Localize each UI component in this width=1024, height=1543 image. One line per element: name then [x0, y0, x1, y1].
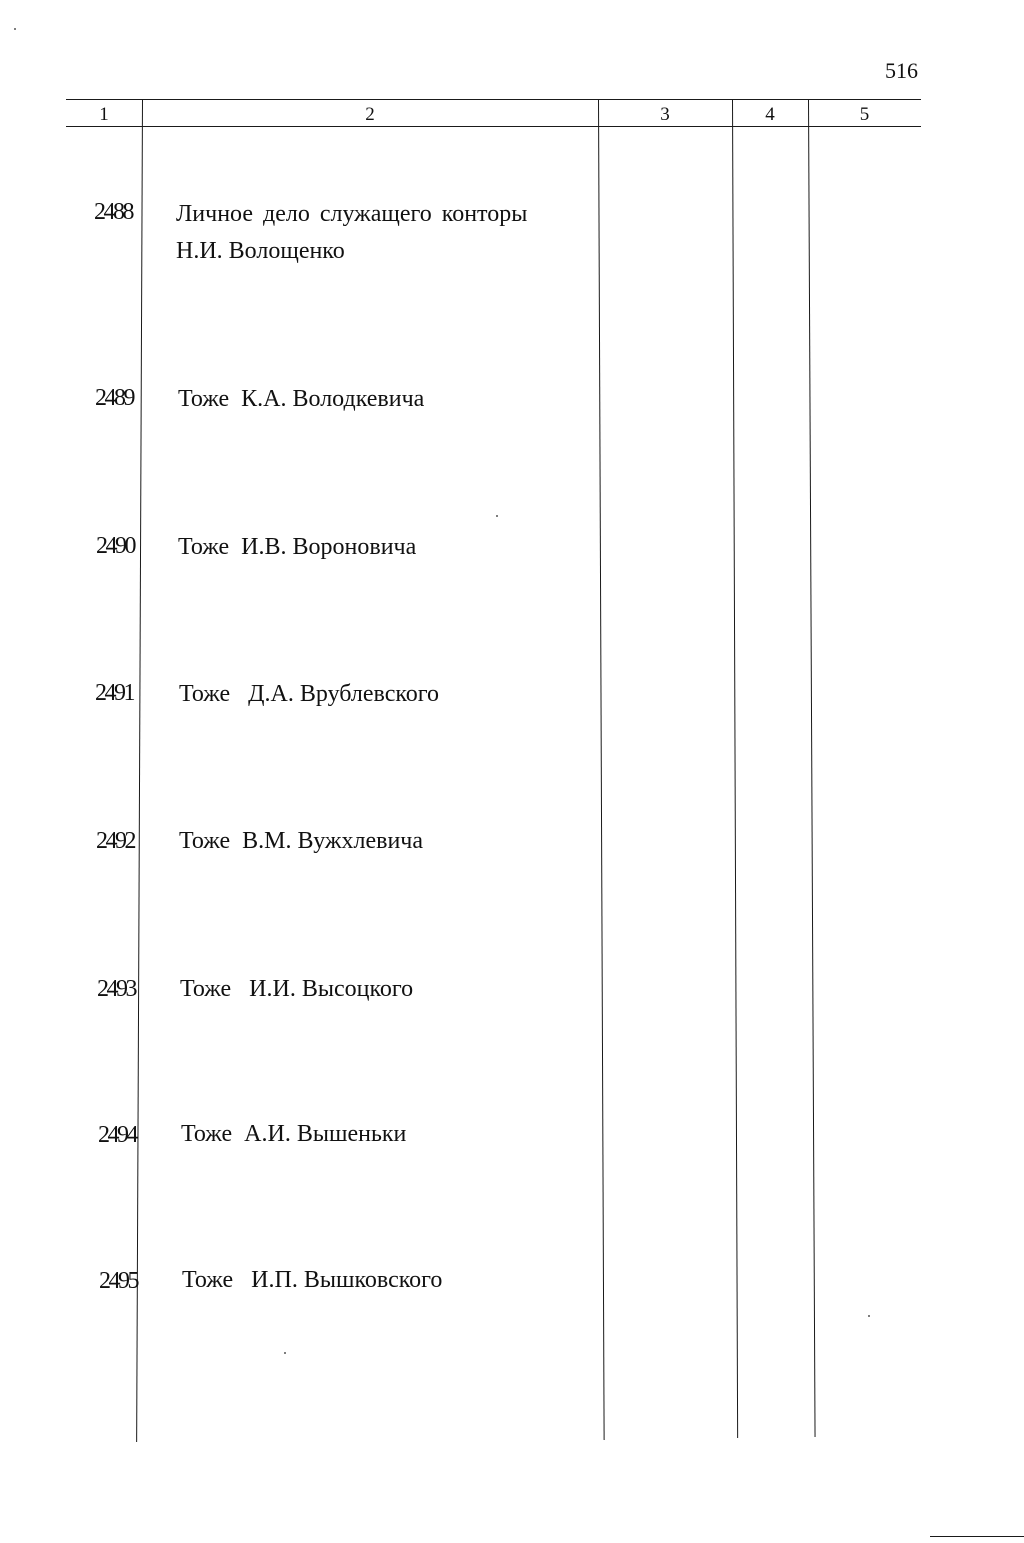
- column-header-5: 5: [859, 104, 870, 125]
- column-header-1: 1: [99, 104, 109, 125]
- row-description: Тоже И.В. Вороновича: [178, 534, 417, 560]
- row-description: Тоже Д.А. Врублевского: [179, 681, 440, 707]
- table-top-rule: [66, 99, 921, 100]
- page-number: 516: [885, 58, 918, 83]
- row-number: 2494: [98, 1122, 136, 1148]
- column-header-3: 3: [660, 104, 670, 125]
- row-description: Личное дело служащего конторы: [176, 201, 528, 227]
- row-description: Тоже И.П. Вышковского: [182, 1267, 443, 1293]
- column-header-2: 2: [365, 104, 375, 125]
- row-number: 2490: [96, 533, 134, 559]
- row-number: 2488: [94, 199, 132, 225]
- row-description: Тоже В.М. Вужхлевича: [179, 828, 424, 854]
- row-description: Тоже К.А. Володкевича: [178, 386, 425, 412]
- table-header-rule: [66, 126, 921, 127]
- column-divider-3: [732, 99, 738, 1438]
- column-header-4: 4: [765, 104, 775, 125]
- column-divider-2: [598, 99, 605, 1440]
- column-divider-1: [136, 99, 143, 1442]
- scan-speck: [868, 1315, 870, 1317]
- scan-edge-line: [930, 1536, 1024, 1537]
- row-description-continued: Н.И. Волощенко: [176, 238, 345, 264]
- row-number: 2489: [95, 385, 133, 411]
- row-description: Тоже И.И. Высоцкого: [180, 976, 414, 1002]
- scan-speck: [284, 1352, 286, 1354]
- scan-speck: [14, 28, 16, 30]
- column-divider-4: [808, 99, 816, 1437]
- row-number: 2493: [97, 976, 135, 1002]
- row-number: 2491: [95, 680, 133, 706]
- row-number: 2492: [96, 828, 134, 854]
- row-description: Тоже А.И. Вышеньки: [181, 1121, 407, 1147]
- row-number: 2495: [99, 1268, 137, 1294]
- scan-speck: [496, 515, 498, 517]
